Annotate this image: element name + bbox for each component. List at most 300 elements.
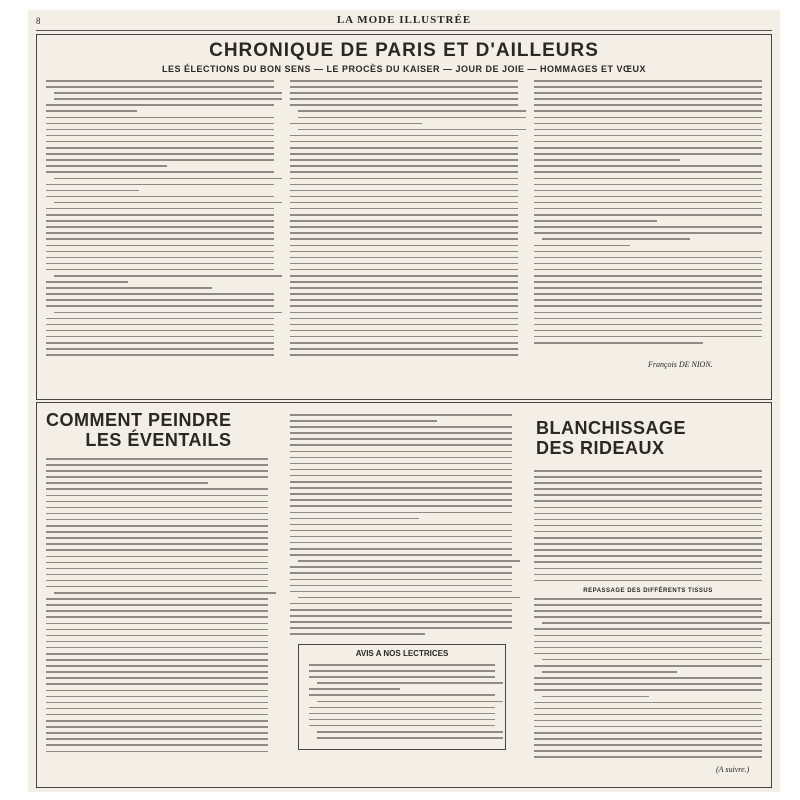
rideaux-continued: (A suivre.) xyxy=(716,765,750,774)
text-line xyxy=(534,616,762,618)
text-line xyxy=(534,476,762,478)
text-line xyxy=(290,609,512,611)
text-line xyxy=(46,537,268,539)
text-line xyxy=(46,305,274,307)
text-line xyxy=(46,671,268,673)
text-line xyxy=(46,580,268,582)
text-line xyxy=(534,702,762,704)
text-line xyxy=(46,196,274,198)
text-line xyxy=(534,129,762,131)
text-line xyxy=(534,531,762,533)
text-line xyxy=(534,257,762,259)
text-line xyxy=(534,98,762,100)
text-line xyxy=(542,659,770,661)
text-line xyxy=(290,457,512,459)
text-line xyxy=(46,348,274,350)
text-line xyxy=(290,135,518,137)
text-line xyxy=(534,196,762,198)
text-line xyxy=(290,585,512,587)
text-line xyxy=(309,670,495,672)
text-line xyxy=(290,80,518,82)
text-line xyxy=(534,635,762,637)
text-line xyxy=(309,676,495,678)
text-line xyxy=(46,135,274,137)
chronicle-title: CHRONIQUE DE PARIS ET D'AILLEURS xyxy=(209,40,599,61)
chronicle-signature: François DE NION. xyxy=(648,360,713,369)
text-line xyxy=(298,560,520,562)
text-line xyxy=(54,202,282,204)
text-line xyxy=(290,257,518,259)
text-line xyxy=(46,531,268,533)
newspaper-page xyxy=(28,10,780,792)
text-line xyxy=(46,153,274,155)
text-line xyxy=(534,604,762,606)
text-line xyxy=(534,147,762,149)
text-line xyxy=(534,744,762,746)
text-line xyxy=(534,647,762,649)
text-line xyxy=(534,80,762,82)
eventails-title-line2: LES ÉVENTAILS xyxy=(85,430,232,450)
text-line xyxy=(290,305,518,307)
text-line xyxy=(46,299,274,301)
text-line xyxy=(46,562,268,564)
text-line xyxy=(290,251,518,253)
text-line xyxy=(46,336,274,338)
text-line xyxy=(290,566,512,568)
text-line xyxy=(46,464,268,466)
text-line xyxy=(46,751,268,753)
text-line xyxy=(290,354,518,356)
text-line xyxy=(309,688,400,690)
text-line xyxy=(46,635,268,637)
text-line xyxy=(290,621,512,623)
text-line xyxy=(534,610,762,612)
text-line xyxy=(534,641,762,643)
text-line xyxy=(290,159,518,161)
text-line xyxy=(46,574,268,576)
text-line xyxy=(290,505,512,507)
chronicle-column-3 xyxy=(534,80,762,348)
text-line xyxy=(290,542,512,544)
text-line xyxy=(46,208,274,210)
text-line xyxy=(309,664,495,666)
text-line xyxy=(534,263,762,265)
text-line xyxy=(534,299,762,301)
text-line xyxy=(46,117,274,119)
text-line xyxy=(534,245,630,247)
text-line xyxy=(534,281,762,283)
text-line xyxy=(46,165,167,167)
text-line xyxy=(46,214,274,216)
text-line xyxy=(534,312,762,314)
text-line xyxy=(534,275,762,277)
text-line xyxy=(54,92,282,94)
eventails-column-2 xyxy=(290,414,512,639)
text-line xyxy=(290,627,512,629)
text-line xyxy=(46,123,274,125)
text-line xyxy=(290,238,518,240)
text-line xyxy=(290,178,518,180)
text-line xyxy=(542,671,677,673)
text-line xyxy=(317,682,503,684)
text-line xyxy=(309,719,495,721)
text-line xyxy=(290,275,518,277)
text-line xyxy=(46,586,268,588)
text-line xyxy=(290,487,512,489)
text-line xyxy=(46,495,268,497)
text-line xyxy=(290,420,437,422)
text-line xyxy=(534,305,762,307)
text-line xyxy=(46,623,268,625)
text-line xyxy=(54,592,276,594)
text-line xyxy=(534,104,762,106)
text-line xyxy=(534,525,762,527)
text-line xyxy=(534,689,762,691)
text-line xyxy=(534,117,762,119)
text-line xyxy=(46,665,268,667)
text-line xyxy=(542,622,770,624)
text-line xyxy=(46,171,274,173)
text-line xyxy=(542,696,649,698)
text-line xyxy=(534,720,762,722)
text-line xyxy=(290,451,512,453)
text-line xyxy=(534,488,762,490)
text-line xyxy=(534,677,762,679)
text-line xyxy=(290,536,512,538)
text-line xyxy=(46,647,268,649)
text-line xyxy=(534,226,762,228)
text-line xyxy=(309,713,495,715)
text-line xyxy=(290,165,518,167)
text-line xyxy=(290,312,518,314)
text-line xyxy=(534,171,762,173)
text-line xyxy=(534,708,762,710)
rideaux-column-2 xyxy=(534,598,762,763)
text-line xyxy=(534,141,762,143)
text-line xyxy=(534,293,762,295)
text-line xyxy=(290,342,518,344)
text-line xyxy=(534,665,762,667)
text-line xyxy=(290,184,518,186)
text-line xyxy=(46,683,268,685)
text-line xyxy=(534,726,762,728)
text-line xyxy=(46,714,268,716)
chronicle-subtitle: LES ÉLECTIONS DU BON SENS — LE PROCÈS DU KAISER — JOUR DE JOIE — HOMMAGES ET VŒUX xyxy=(161,64,647,74)
text-line xyxy=(534,714,762,716)
text-line xyxy=(290,512,512,514)
running-head: LA MODE ILLUSTRÉE xyxy=(336,14,472,26)
text-line xyxy=(46,519,268,521)
text-line xyxy=(46,556,268,558)
text-line xyxy=(290,591,512,593)
text-line xyxy=(46,184,274,186)
text-line xyxy=(534,598,762,600)
text-line xyxy=(46,238,274,240)
rideaux-column-1 xyxy=(534,470,762,586)
text-line xyxy=(290,463,512,465)
text-line xyxy=(46,677,268,679)
text-line xyxy=(298,597,520,599)
text-line xyxy=(534,86,762,88)
text-line xyxy=(534,92,762,94)
header-rule xyxy=(36,30,772,31)
text-line xyxy=(290,287,518,289)
text-line xyxy=(46,732,268,734)
rideaux-title-line1: BLANCHISSAGE xyxy=(536,418,687,438)
text-line xyxy=(534,574,762,576)
text-line xyxy=(290,530,512,532)
text-line xyxy=(534,482,762,484)
text-line xyxy=(46,568,268,570)
text-line xyxy=(534,214,762,216)
text-line xyxy=(46,543,268,545)
text-line xyxy=(290,141,518,143)
text-line xyxy=(534,110,762,112)
text-line xyxy=(46,616,268,618)
text-line xyxy=(290,475,512,477)
text-line xyxy=(290,147,518,149)
text-line xyxy=(46,482,208,484)
text-line xyxy=(290,432,512,434)
text-line xyxy=(290,330,518,332)
text-line xyxy=(534,580,762,582)
text-line xyxy=(290,269,518,271)
text-line xyxy=(46,159,274,161)
text-line xyxy=(46,744,268,746)
text-line xyxy=(290,123,422,125)
text-line xyxy=(46,513,268,515)
text-line xyxy=(534,318,762,320)
text-line xyxy=(290,481,512,483)
text-line xyxy=(534,683,762,685)
rideaux-title-line2: DES RIDEAUX xyxy=(536,438,665,458)
text-line xyxy=(290,493,512,495)
text-line xyxy=(54,98,282,100)
text-line xyxy=(46,525,268,527)
text-line xyxy=(46,232,274,234)
page-number: 8 xyxy=(36,16,41,26)
text-line xyxy=(534,202,762,204)
text-line xyxy=(534,159,680,161)
text-line xyxy=(46,129,274,131)
text-line xyxy=(534,653,762,655)
eventails-column-1 xyxy=(46,458,268,757)
notice-box xyxy=(298,644,506,750)
text-line xyxy=(290,615,512,617)
text-line xyxy=(290,548,512,550)
text-line xyxy=(534,732,762,734)
text-line xyxy=(46,251,274,253)
text-line xyxy=(290,518,419,520)
text-line xyxy=(46,598,268,600)
text-line xyxy=(290,226,518,228)
text-line xyxy=(46,507,268,509)
text-line xyxy=(290,336,518,338)
text-line xyxy=(290,98,518,100)
text-line xyxy=(290,554,512,556)
text-line xyxy=(46,354,274,356)
text-line xyxy=(290,603,512,605)
text-line xyxy=(46,190,139,192)
text-line xyxy=(290,208,518,210)
text-line xyxy=(290,438,512,440)
text-line xyxy=(534,549,762,551)
text-line xyxy=(46,141,274,143)
text-line xyxy=(290,324,518,326)
text-line xyxy=(46,708,268,710)
text-line xyxy=(290,426,512,428)
text-line xyxy=(46,726,268,728)
text-line xyxy=(534,287,762,289)
text-line xyxy=(290,348,518,350)
text-line xyxy=(298,110,526,112)
text-line xyxy=(534,153,762,155)
text-line xyxy=(534,342,703,344)
text-line xyxy=(534,324,762,326)
text-line xyxy=(46,501,268,503)
text-line xyxy=(290,299,518,301)
text-line xyxy=(46,86,274,88)
text-line xyxy=(46,659,268,661)
chronicle-column-2 xyxy=(290,80,518,360)
text-line xyxy=(290,469,512,471)
text-line xyxy=(46,293,274,295)
text-line xyxy=(46,690,268,692)
text-line xyxy=(290,414,512,416)
text-line xyxy=(46,549,268,551)
text-line xyxy=(290,499,512,501)
page-header xyxy=(28,14,780,30)
text-line xyxy=(290,92,518,94)
text-line xyxy=(46,641,268,643)
eventails-title-line1: COMMENT PEINDRE xyxy=(46,410,232,430)
text-line xyxy=(46,330,274,332)
text-line xyxy=(290,318,518,320)
text-line xyxy=(46,476,268,478)
text-line xyxy=(290,572,512,574)
text-line xyxy=(534,165,762,167)
eventails-title xyxy=(46,410,232,450)
text-line xyxy=(46,696,268,698)
text-line xyxy=(290,202,518,204)
text-line xyxy=(309,707,495,709)
text-line xyxy=(534,756,762,758)
text-line xyxy=(54,312,282,314)
text-line xyxy=(534,330,762,332)
text-line xyxy=(290,86,518,88)
text-line xyxy=(534,507,762,509)
text-line xyxy=(46,281,128,283)
text-line xyxy=(534,513,762,515)
text-line xyxy=(46,458,268,460)
text-line xyxy=(46,245,274,247)
text-line xyxy=(534,568,762,570)
text-line xyxy=(46,324,274,326)
text-line xyxy=(46,629,268,631)
text-line xyxy=(46,147,274,149)
text-line xyxy=(46,720,268,722)
text-line xyxy=(534,232,762,234)
text-line xyxy=(309,725,495,727)
text-line xyxy=(46,604,268,606)
text-line xyxy=(534,537,762,539)
text-line xyxy=(290,104,518,106)
text-line xyxy=(534,543,762,545)
text-line xyxy=(290,263,518,265)
text-line xyxy=(290,633,425,635)
text-line xyxy=(290,524,512,526)
text-line xyxy=(290,293,518,295)
text-line xyxy=(290,579,512,581)
text-line xyxy=(54,178,282,180)
text-line xyxy=(534,123,762,125)
text-line xyxy=(298,117,526,119)
text-line xyxy=(534,500,762,502)
text-line xyxy=(46,220,274,222)
text-line xyxy=(534,494,762,496)
text-line xyxy=(534,220,657,222)
text-line xyxy=(46,287,212,289)
text-line xyxy=(534,561,762,563)
text-line xyxy=(534,190,762,192)
text-line xyxy=(317,731,503,733)
text-line xyxy=(290,153,518,155)
text-line xyxy=(317,737,503,739)
rideaux-title xyxy=(536,418,686,458)
text-line xyxy=(534,251,762,253)
text-line xyxy=(46,702,268,704)
text-line xyxy=(54,275,282,277)
text-line xyxy=(534,135,762,137)
text-line xyxy=(542,238,690,240)
text-line xyxy=(534,519,762,521)
text-line xyxy=(534,178,762,180)
chronicle-column-1 xyxy=(46,80,274,360)
text-line xyxy=(46,263,274,265)
text-line xyxy=(46,226,274,228)
text-line xyxy=(534,750,762,752)
text-line xyxy=(317,701,503,703)
text-line xyxy=(534,336,762,338)
text-line xyxy=(290,281,518,283)
text-line xyxy=(534,555,762,557)
text-line xyxy=(46,318,274,320)
notice-title: AVIS A NOS LECTRICES xyxy=(355,649,449,658)
text-line xyxy=(46,488,268,490)
text-line xyxy=(290,196,518,198)
text-line xyxy=(46,80,274,82)
text-line xyxy=(534,269,762,271)
text-line xyxy=(46,269,274,271)
text-line xyxy=(534,738,762,740)
text-line xyxy=(46,110,137,112)
text-line xyxy=(534,628,762,630)
text-line xyxy=(290,214,518,216)
notice-body xyxy=(309,664,495,739)
text-line xyxy=(290,190,518,192)
text-line xyxy=(46,257,274,259)
text-line xyxy=(46,342,274,344)
text-line xyxy=(290,245,518,247)
text-line xyxy=(290,232,518,234)
text-line xyxy=(46,104,274,106)
text-line xyxy=(46,738,268,740)
text-line xyxy=(290,444,512,446)
text-line xyxy=(46,470,268,472)
text-line xyxy=(46,610,268,612)
text-line xyxy=(309,694,495,696)
rideaux-section-heading: REPASSAGE DES DIFFÉRENTS TISSUS xyxy=(583,588,713,594)
